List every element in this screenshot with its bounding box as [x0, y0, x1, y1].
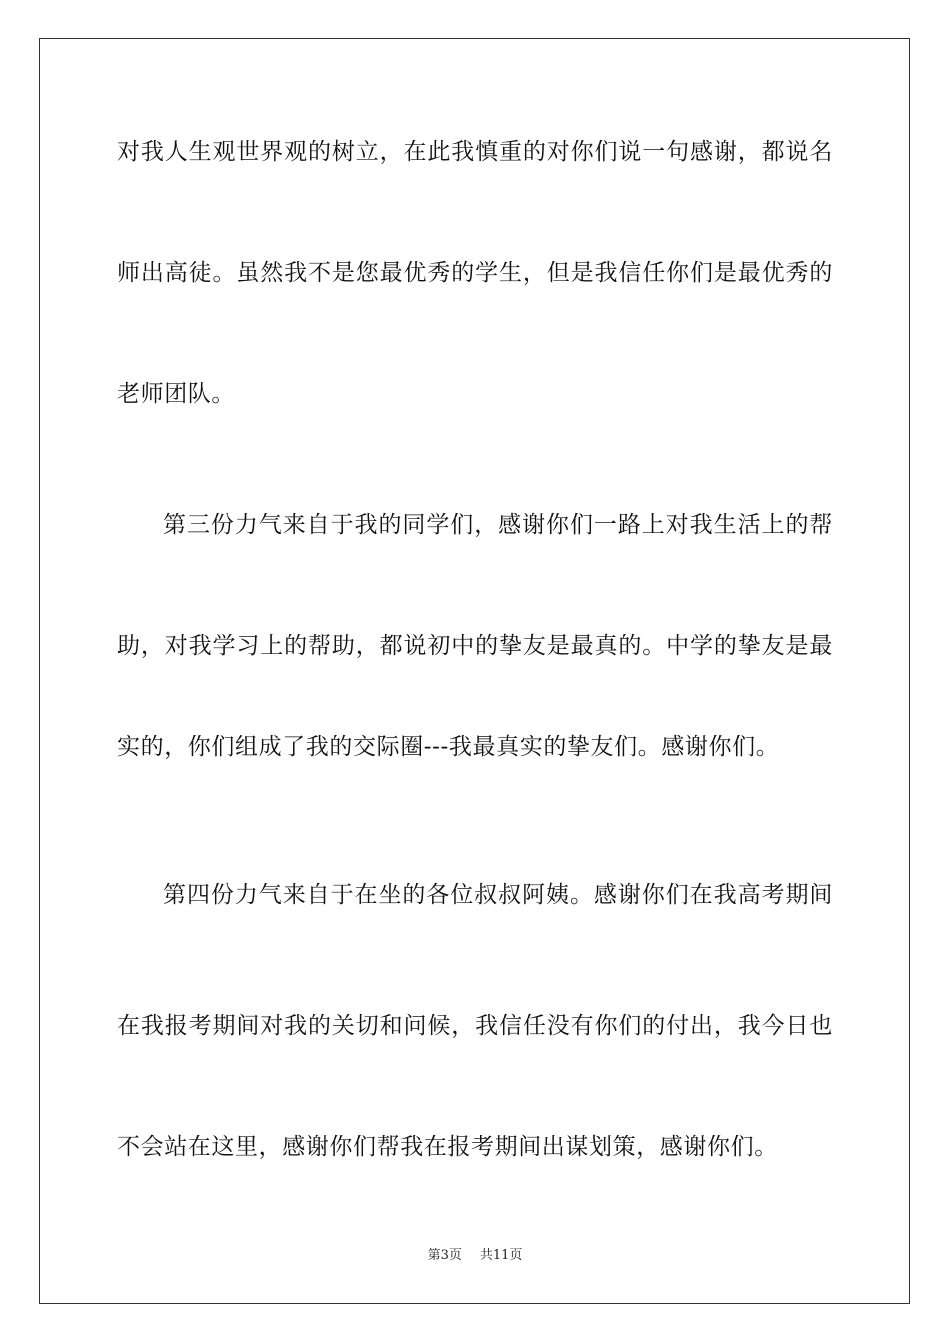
body-line-7-paragraph-start: 第四份力气来自于在坐的各位叔叔阿姨。感谢你们在我高考期间 [163, 882, 833, 908]
body-line-4-paragraph-start: 第三份力气来自于我的同学们，感谢你们一路上对我生活上的帮 [163, 512, 833, 538]
page-border [39, 38, 910, 1304]
body-line-1: 对我人生观世界观的树立，在此我慎重的对你们说一句感谢，都说名 [117, 139, 833, 165]
page-number: 第3页 [427, 1248, 462, 1263]
body-line-2: 师出高徒。虽然我不是您最优秀的学生，但是我信任你们是最优秀的 [117, 260, 833, 286]
body-line-3: 老师团队。 [117, 381, 235, 407]
body-line-6: 实的，你们组成了我的交际圈---我最真实的挚友们。感谢你们。 [117, 734, 780, 760]
page-total: 共11页 [479, 1248, 523, 1263]
body-line-8: 在我报考期间对我的关切和问候，我信任没有你们的付出，我今日也 [117, 1013, 833, 1039]
body-line-9: 不会站在这里，感谢你们帮我在报考期间出谋划策，感谢你们。 [117, 1134, 778, 1160]
body-line-5: 助，对我学习上的帮助，都说初中的挚友是最真的。中学的挚友是最 [117, 633, 833, 659]
page-footer [0, 1247, 950, 1265]
